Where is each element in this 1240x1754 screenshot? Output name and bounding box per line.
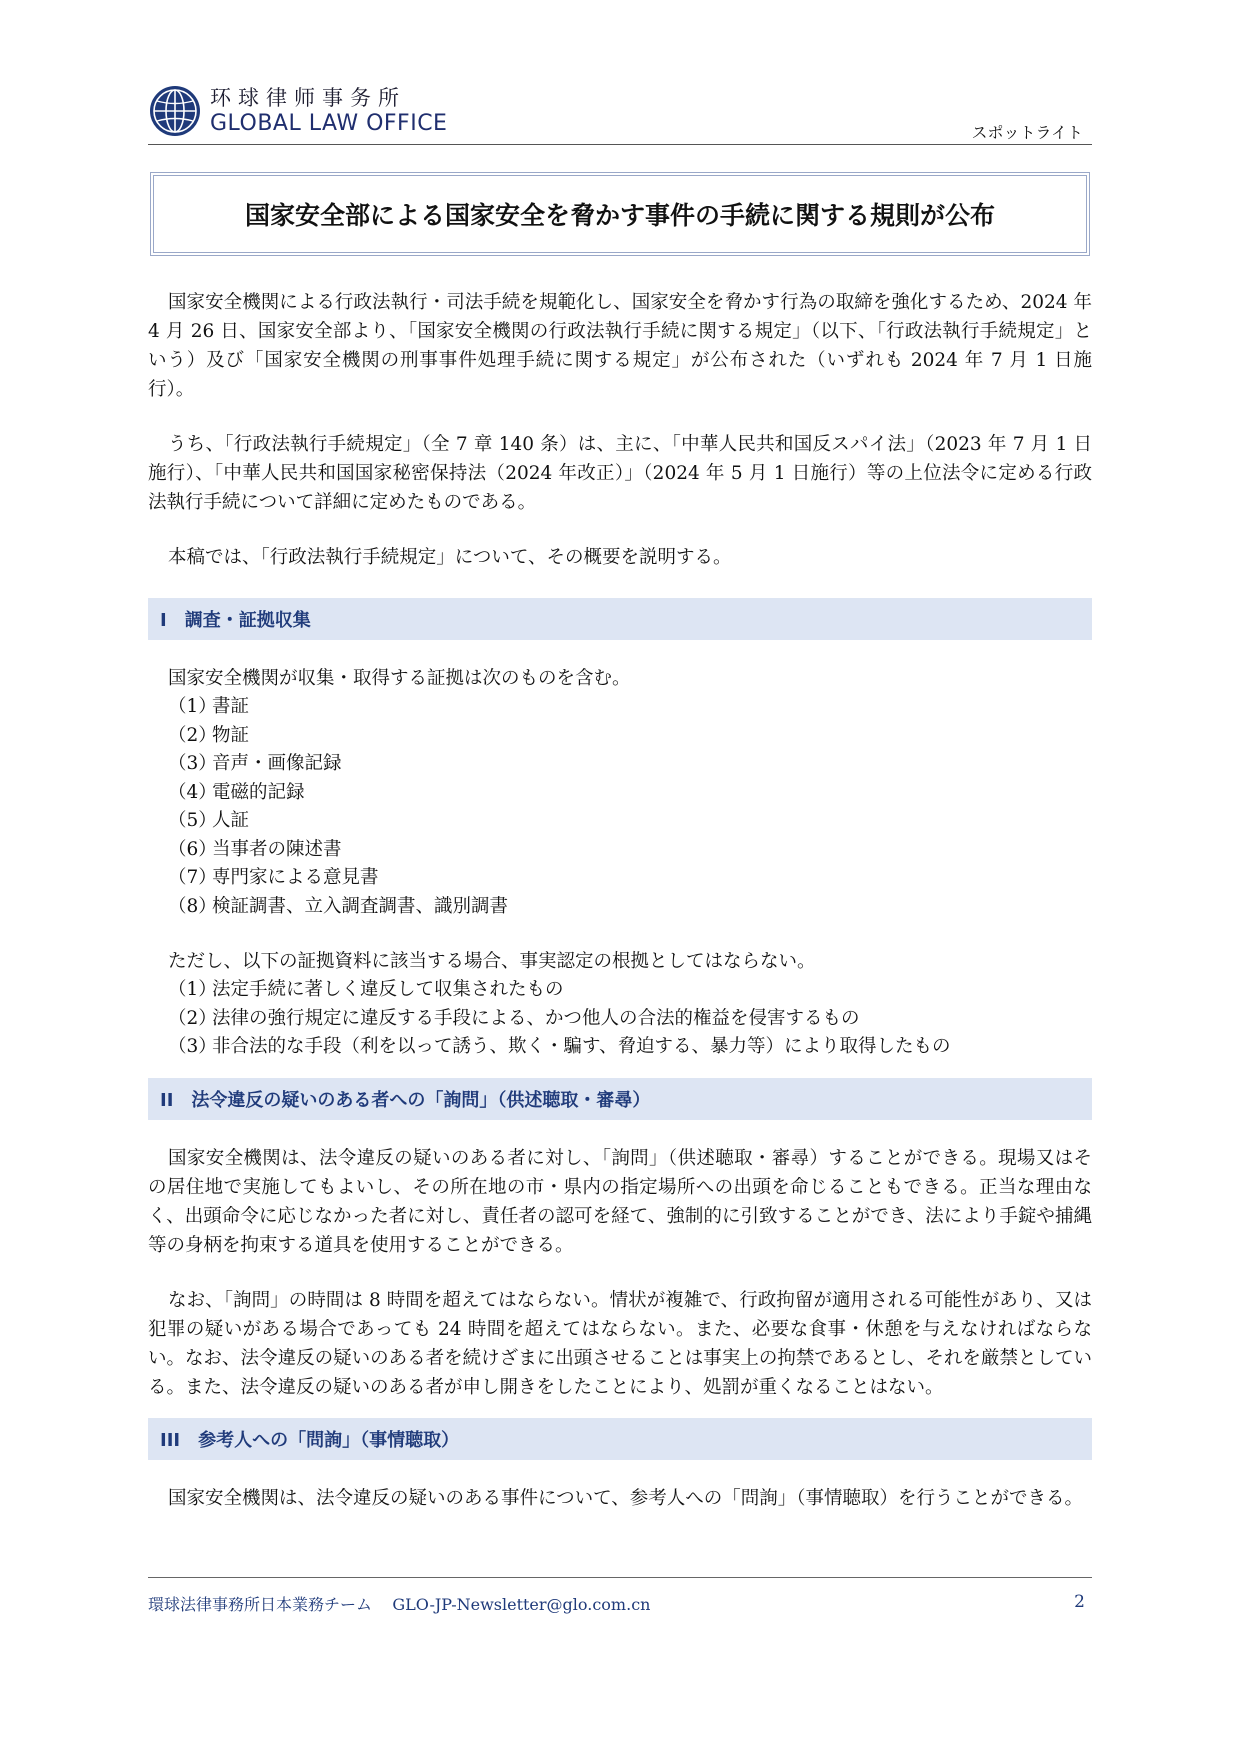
excluded-evidence-list xyxy=(148,976,1092,1062)
title-box xyxy=(150,172,1090,256)
list-item: （8）検証調書、立入調査調書、識別調書 xyxy=(168,895,509,917)
section2-paragraph: なお、「詢問」の時間は 8 時間を超えてはならない。情状が複雑で、行政拘留が適用される可能性があり、又は犯罪の疑いがある場合であっても 24 時間を超えてはならない。また、必要な食事・休憩を与えなければならない。なお、法令違反の疑いのある者を続けざまに出頭させることは事実上の拘禁であるとし、それを厳禁としている。また、法令違反の疑いのある者が申し開きをしたことにより、処罰が重くなることはない。 xyxy=(148,1289,1092,1398)
section-heading-2: II 法令違反の疑いのある者への「詢問」（供述聴取・審尋） xyxy=(148,1078,1092,1120)
list-item: （1）書証 xyxy=(168,696,250,717)
section1-lead-2: ただし、以下の証拠資料に該当する場合、事実認定の根拠としてはならない。 xyxy=(168,951,816,972)
list-item: （3）音声・画像記録 xyxy=(168,753,342,774)
category-label: スポットライト xyxy=(971,123,1083,142)
header-divider xyxy=(148,144,1092,145)
list-item: （3）非合法的な手段（利を以って誘う、欺く・騙す、脅迫する、暴力等）により取得したもの xyxy=(168,1036,951,1057)
list-item: （2）物証 xyxy=(168,724,250,746)
list-item: （7）専門家による意見書 xyxy=(168,867,379,888)
list-item: （6）当事者の陳述書 xyxy=(168,838,342,860)
list-item: （5）人証 xyxy=(168,810,250,831)
section-heading-3: III 参考人への「問詢」（事情聴取） xyxy=(148,1418,1092,1460)
footer-team: 環球法律事務所日本業務チーム xyxy=(148,1595,373,1614)
logo-chinese-name: 环球律师事务所 xyxy=(210,86,406,110)
globe-icon xyxy=(148,84,202,138)
list-item: （1）法定手続に著しく違反して収集されたもの xyxy=(168,979,564,1000)
list-item: （2）法律の強行規定に違反する手段による、かつ他人の合法的権益を侵害するもの xyxy=(168,1007,860,1029)
footer-email[interactable]: GLO-JP-Newsletter@glo.com.cn xyxy=(392,1595,651,1614)
intro-paragraph: 本稿では、「行政法執行手続規定」について、その概要を説明する。 xyxy=(168,547,732,568)
firm-logo xyxy=(148,84,447,138)
evidence-list xyxy=(148,693,1092,921)
page-title: 国家安全部による国家安全を脅かす事件の手続に関する規則が公布 xyxy=(244,201,995,230)
article-body xyxy=(148,288,1092,1539)
logo-english-name: GLOBAL LAW OFFICE xyxy=(210,111,448,136)
section-heading-1: I 調査・証拠収集 xyxy=(148,598,1092,640)
intro-paragraph: 国家安全機関による行政法執行・司法手続を規範化し、国家安全を脅かす行為の取締を強化するため、2024 年 4 月 26 日、国家安全部より、「国家安全機関の行政法執行手続に関する規定」（以下、「行政法執行手続規定」という）及び「国家安全機関の刑事事件処理手続に関する規定」が公布された（いずれも 2024 年 7 月 1 日施行）。 xyxy=(148,292,1092,400)
list-item: （4）電磁的記録 xyxy=(168,781,305,803)
section3-paragraph: 国家安全機関は、法令違反の疑いのある事件について、参考人への「問詢」（事情聴取）を行うことができる。 xyxy=(168,1487,1084,1509)
footer-divider xyxy=(148,1577,1092,1578)
section1-lead: 国家安全機関が収集・取得する証拠は次のものを含む。 xyxy=(168,668,631,689)
section2-paragraph: 国家安全機関は、法令違反の疑いのある者に対し、「詢問」（供述聴取・審尋）することができる。現場又はその居住地で実施してもよいし、その所在地の市・県内の指定場所への出頭を命じることもできる。正当な理由なく、出頭命令に応じなかった者に対し、責任者の認可を経て、強制的に引致することができ、法により手錠や捕縄等の身柄を拘束する道具を使用することができる。 xyxy=(148,1147,1092,1256)
footer-contact xyxy=(148,1592,650,1615)
page-number: 2 xyxy=(1074,1592,1085,1612)
intro-paragraph: うち、「行政法執行手続規定」（全 7 章 140 条）は、主に、「中華人民共和国反スパイ法」（2023 年 7 月 1 日施行）、「中華人民共和国国家秘密保持法（2024 年改正）」（2024 年 5 月 1 日施行）等の上位法令に定める行政法執行手続について詳細に定めたものである。 xyxy=(148,434,1092,513)
